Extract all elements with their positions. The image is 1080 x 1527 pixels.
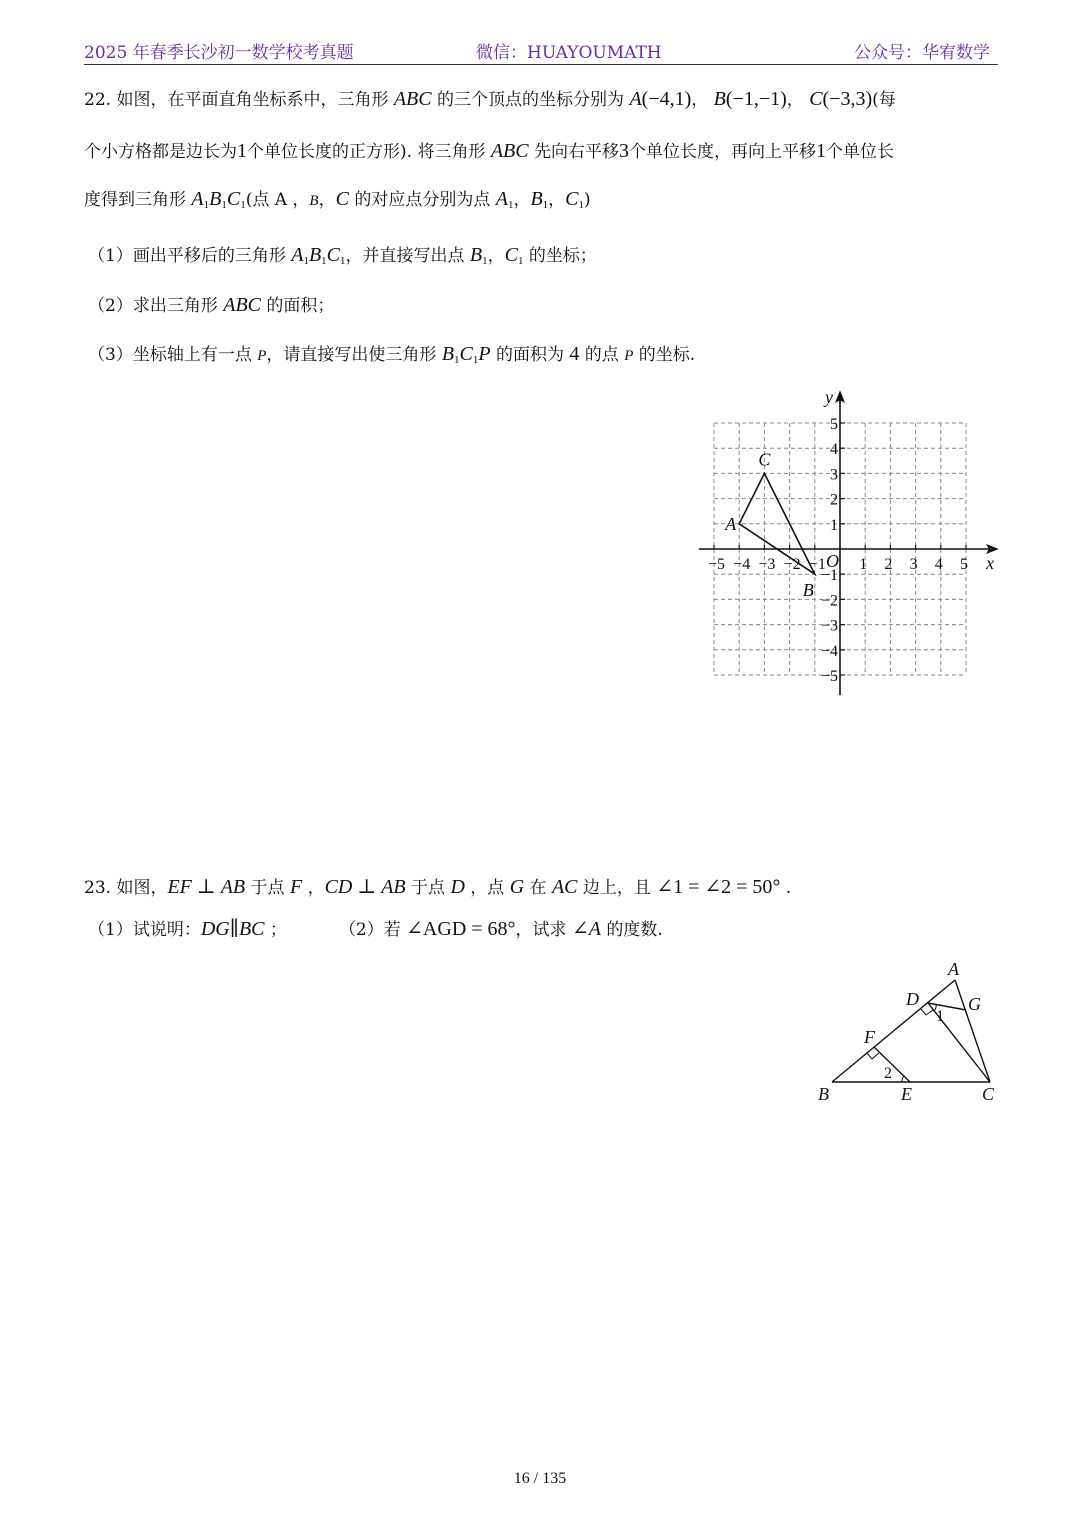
q22-text: 的对应点分别为点 (348, 190, 496, 210)
q22-part2 (88, 294, 334, 317)
header-title: 2025 年春季长沙初一数学校考真题 (84, 43, 354, 63)
q22-text: 个单位长度，再向上平移 (629, 142, 817, 162)
angle-a: ∠A (571, 918, 601, 940)
segment-ef: EF (167, 876, 192, 898)
y-tick-label: 3 (830, 466, 838, 484)
parallel-symbol: ∥ (229, 918, 239, 940)
point-p: P (624, 348, 634, 364)
label-d: D (906, 989, 919, 1009)
x-tick-label: −4 (733, 556, 751, 573)
point-c1: $C_1$ (565, 188, 585, 211)
angle-2-arc (902, 1076, 904, 1082)
segment-ab: AB (381, 876, 406, 898)
segment-ac: AC (551, 876, 578, 898)
page-number: 16 / 135 (513, 1470, 567, 1487)
x-tick-label: −3 (758, 556, 776, 573)
point-f: F (289, 876, 303, 898)
q23-text: 边上，且 (577, 878, 657, 898)
header-account: 公众号：华宥数学 (854, 43, 990, 63)
vertex-label-a: A (725, 513, 737, 534)
x-tick-label: 2 (884, 556, 893, 573)
q22-text: 的坐标. (633, 345, 696, 365)
q23-text: （1）试说明： (88, 920, 201, 940)
y-tick-label: 2 (830, 491, 838, 509)
q22-text: ， (487, 246, 505, 266)
label-b: B (818, 1084, 829, 1104)
q22-text: 个单位长度的正方形). 将三角形 (247, 142, 491, 162)
q23-line1 (84, 876, 791, 899)
y-tick-label: 4 (830, 441, 838, 459)
point-d: D (450, 876, 465, 898)
segment-dg-line (928, 1003, 966, 1010)
x-tick-label: 1 (859, 556, 868, 573)
label-angle-2: 2 (884, 1065, 892, 1082)
q23-text: . (780, 878, 792, 898)
origin-label: O (826, 551, 839, 571)
q23-text: ， (302, 878, 325, 898)
q22-text: (每 (872, 90, 896, 110)
q22-line3 (84, 188, 591, 216)
point-c: C (335, 188, 349, 210)
q22-text: (点 A ， (245, 190, 310, 210)
point-b1: $B_1$ (469, 244, 488, 267)
label-f: F (864, 1027, 875, 1047)
coord-b: (−1,−1) (725, 88, 787, 110)
point-a1: $A_1$ (495, 188, 514, 211)
q22-text: ， (513, 190, 531, 210)
y-tick-label: −1 (820, 567, 838, 585)
x-tick-label: −2 (783, 556, 801, 573)
y-tick-label: 5 (830, 416, 838, 433)
y-axis-label: y (825, 386, 833, 407)
perp-symbol: ⊥ (191, 876, 221, 898)
label-angle-1: 1 (936, 1008, 944, 1025)
q22-text: 的点 (579, 345, 625, 365)
math-a1b1c1: $A_1B_1C_1$ (191, 188, 246, 211)
math-abc: ABC (490, 140, 529, 162)
perp-symbol: ⊥ (352, 876, 382, 898)
q22-text: ， (548, 190, 566, 210)
point-b: B (713, 88, 726, 110)
right-angle-d (921, 1009, 933, 1015)
q22-line1 (84, 88, 896, 111)
q22-number: 3 (619, 140, 630, 162)
q22-text: ， (691, 90, 709, 110)
point-p: P (257, 348, 267, 364)
label-e: E (901, 1084, 912, 1104)
q22-text: ， (318, 190, 336, 210)
label-a: A (948, 959, 959, 979)
y-tick-label: 1 (830, 516, 838, 534)
q22-text: 度得到三角形 (84, 190, 192, 210)
page-header (84, 36, 998, 65)
q23-line2 (88, 918, 663, 941)
y-tick-label: −3 (820, 617, 838, 635)
label-g: G (968, 994, 981, 1014)
y-tick-label: −5 (820, 668, 838, 685)
q23-text: ，试求 (515, 920, 572, 940)
point-g: G (509, 876, 525, 898)
q23-text: ； (264, 920, 287, 940)
q22-text: （3）坐标轴上有一点 (88, 345, 258, 365)
q22-text: ，请直接写出使三角形 (266, 345, 442, 365)
math-b1c1p: $B_1C_1P$ (441, 343, 491, 366)
header-wechat: 微信：HUAYOUMATH (476, 43, 662, 63)
math-abc: ABC (223, 294, 262, 316)
triangle-figure (810, 955, 1010, 1110)
q22-text: 先向右平移 (528, 142, 620, 162)
q22-text: 的面积为 (490, 345, 570, 365)
q22-number: 4 (569, 343, 580, 365)
y-tick-label: −2 (820, 592, 838, 610)
right-angle-f (867, 1053, 879, 1059)
q22-text: ) (584, 190, 591, 210)
x-tick-label: 5 (960, 556, 968, 573)
segment-dg: DG (200, 918, 230, 940)
q23-text: 的度数. (600, 920, 663, 940)
q22-text: 的面积； (261, 296, 335, 316)
q22-number: 1 (816, 140, 827, 162)
q23-text: 于点 (405, 878, 451, 898)
q23-text: ，点 (464, 878, 510, 898)
segment-bc: BC (238, 918, 265, 940)
q22-text: ，并直接写出点 (345, 246, 470, 266)
point-c1: $C_1$ (504, 244, 524, 267)
q22-part3 (88, 343, 695, 371)
q23-text: 在 (524, 878, 552, 898)
angle-agd: ∠AGD = 68° (406, 918, 516, 940)
coord-c: (−3,3) (822, 88, 873, 110)
x-axis-label: x (986, 553, 995, 573)
q22-text: （1）画出平移后的三角形 (88, 246, 292, 266)
y-tick-label: −4 (820, 642, 838, 660)
math-a1b1c1: $A_1B_1C_1$ (291, 244, 346, 267)
q23-text: （2）若 (338, 920, 407, 940)
q22-number: 1 (237, 140, 247, 162)
q22-text: （2）求出三角形 (88, 296, 224, 316)
angle-equation: ∠1 = ∠2 = 50° (656, 876, 781, 898)
segment-ab: AB (220, 876, 246, 898)
x-tick-label: −5 (708, 556, 726, 573)
q22-text: 的三个顶点的坐标分别为 (431, 90, 630, 110)
coordinate-graph (690, 385, 1010, 700)
q22-text: 22. 如图，在平面直角坐标系中，三角形 (84, 90, 394, 110)
segment-ef-line (874, 1047, 910, 1082)
label-c: C (982, 1084, 995, 1104)
q22-text: 的坐标； (523, 246, 597, 266)
q22-part1 (88, 244, 597, 272)
x-tick-label: 3 (909, 556, 918, 573)
segment-cd: CD (324, 876, 353, 898)
q22-text: ， (786, 90, 804, 110)
q23-text: 于点 (245, 878, 290, 898)
x-tick-label: 4 (934, 556, 943, 573)
point-b: B (309, 193, 319, 209)
vertex-label-b: B (802, 580, 814, 601)
q22-line2 (84, 140, 894, 163)
coord-a: (−4,1) (641, 88, 692, 110)
vertex-label-c: C (758, 449, 771, 470)
point-b1: $B_1$ (530, 188, 549, 211)
math-abc: ABC (393, 88, 432, 110)
point-a: A (629, 88, 642, 110)
q22-text: 个单位长 (826, 142, 895, 162)
x-tick-label: −1 (808, 556, 826, 573)
q22-text: 个小方格都是边长为 (84, 142, 237, 162)
q23-text: 23. 如图， (84, 878, 168, 898)
point-c: C (809, 88, 823, 110)
